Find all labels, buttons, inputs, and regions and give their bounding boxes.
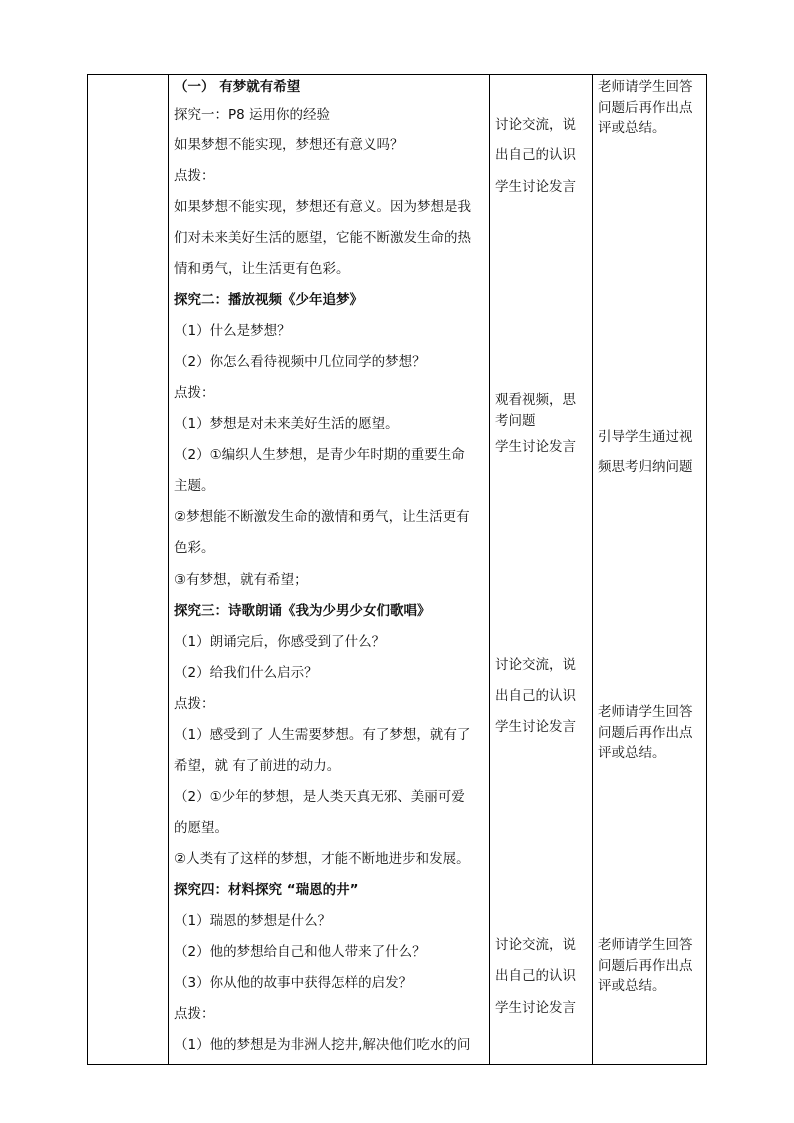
note-line: 问题后再作出点 [598,100,693,116]
content-line: （1）朗诵完后，你感受到了什么？ [174,634,386,650]
inquiry-heading: 探究二：播放视频《少年追梦》 [174,292,363,308]
content-line: （2）你怎么看待视频中几位同学的梦想？ [174,354,426,370]
activity-line: 考问题 [495,413,536,429]
activity-line: 讨论交流，说 [495,657,576,673]
inquiry-heading: 探究三：诗歌朗诵《我为少男少女们歌唱》 [174,603,431,619]
content-line: 主题。 [174,478,215,494]
content-line: 情和勇气，让生活更有色彩。 [174,261,350,277]
content-line: ②梦想能不断激发生命的激情和勇气，让生活更有 [174,509,470,525]
content-line: （1）什么是梦想？ [174,323,291,339]
activity-line: 学生讨论发言 [495,439,576,455]
content-line: （2）①少年的梦想，是人类天真无邪、美丽可爱 [174,789,465,805]
content-line: 探究一：P8 运用你的经验 [174,107,331,123]
inquiry-heading: 探究四：材料探究 “瑞恩的井” [174,882,359,898]
lesson-table [87,74,707,1065]
student-activity-cell [489,75,592,1064]
content-line: 点拨： [174,385,215,401]
note-line: 引导学生通过视 [598,429,693,445]
content-line: 色彩。 [174,540,215,556]
note-line: 频思考归纳问题 [598,459,693,475]
content-line: （2）①编织人生梦想，是青少年时期的重要生命 [174,447,465,463]
content-line: ③有梦想，就有希望； [174,572,308,588]
note-line: 问题后再作出点 [598,725,693,741]
activity-line: 学生讨论发言 [495,179,576,195]
content-line: （2）给我们什么启示？ [174,665,318,681]
activity-line: 出自己的认识 [495,688,576,704]
note-line: 老师请学生回答 [598,79,693,95]
activity-line: 出自己的认识 [495,147,576,163]
content-line: （3）你从他的故事中获得怎样的启发？ [174,975,413,991]
activity-line: 观看视频，思 [495,392,576,408]
content-line: （1）梦想是对未来美好生活的愿望。 [174,416,399,432]
teaching-content-cell [168,75,489,1064]
content-line: 如果梦想不能实现，梦想还有意义。因为梦想是我 [174,199,471,215]
note-line: 老师请学生回答 [598,704,693,720]
note-line: 老师请学生回答 [598,937,693,953]
content-line: （2）他的梦想给自己和他人带来了什么？ [174,944,426,960]
activity-line: 学生讨论发言 [495,719,576,735]
note-line: 评或总结。 [598,745,666,761]
content-line: 希望，就 有了前进的动力。 [174,758,341,774]
note-line: 评或总结。 [598,120,666,136]
note-line: 评或总结。 [598,978,666,994]
content-line: （1）感受到了 人生需要梦想。有了梦想，就有了 [174,727,471,743]
activity-line: 学生讨论发言 [495,1000,576,1016]
section-heading: （一） 有梦就有希望 [174,79,301,95]
content-line: （1）瑞恩的梦想是什么？ [174,913,332,929]
activity-line: 讨论交流，说 [495,937,576,953]
content-line: （1）他的梦想是为非洲人挖井,解决他们吃水的问 [174,1037,471,1053]
teacher-note-cell [592,75,708,1064]
content-line: 点拨： [174,696,215,712]
note-line: 问题后再作出点 [598,958,693,974]
activity-line: 讨论交流，说 [495,117,576,133]
content-line: ②人类有了这样的梦想，才能不断地进步和发展。 [174,851,470,867]
content-line: 如果梦想不能实现，梦想还有意义吗？ [174,137,404,153]
content-line: 们对未来美好生活的愿望，它能不断激发生命的热 [174,230,471,246]
content-line: 的愿望。 [174,820,228,836]
content-line: 点拨： [174,1006,215,1022]
content-line: 点拨： [174,168,215,184]
activity-line: 出自己的认识 [495,968,576,984]
